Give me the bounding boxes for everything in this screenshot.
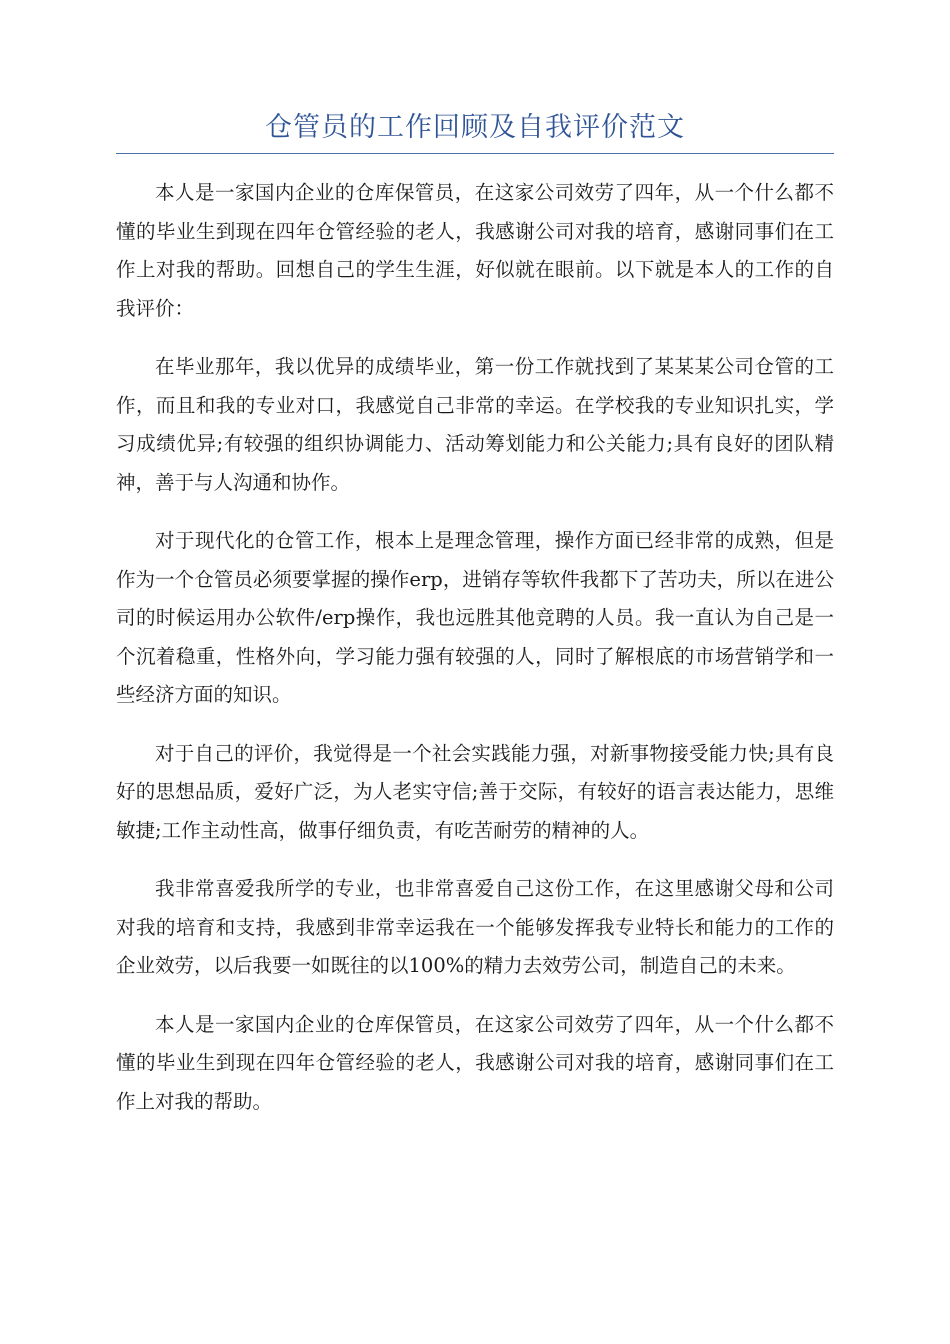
paragraph-gratitude: 我非常喜爱我所学的专业，也非常喜爱自己这份工作，在这里感谢父母和公司对我的培育和支持，我感到非常幸运我在一个能够发挥我专业特长和能力的工作的企业效劳，以后我要一如既往的以100%的精力去效劳公司，制造自己的未来。 — [116, 877, 834, 977]
document-title: 仓管员的工作回顾及自我评价范文 — [265, 112, 685, 143]
title-underline — [116, 153, 834, 154]
paragraph-warehouse-work: 对于现代化的仓管工作，根本上是理念管理，操作方面已经非常的成熟，但是作为一个仓管员必须要掌握的操作erp，进销存等软件我都下了苦功夫，所以在进公司的时候运用办公软件/erp操作，我也远胜其他竞聘的人员。我一直认为自己是一个沉着稳重，性格外向，学习能力强有较强的人，同时了解根底的市场营销学和一些经济方面的知识。 — [116, 529, 834, 706]
paragraph-repeat-intro: 本人是一家国内企业的仓库保管员，在这家公司效劳了四年，从一个什么都不懂的毕业生到现在四年仓管经验的老人，我感谢公司对我的培育，感谢同事们在工作上对我的帮助。 — [116, 1012, 834, 1113]
paragraph-intro: 本人是一家国内企业的仓库保管员，在这家公司效劳了四年，从一个什么都不懂的毕业生到现在四年仓管经验的老人，我感谢公司对我的培育，感谢同事们在工作上对我的帮助。回想自己的学生生涯，好似就在眼前。以下就是本人的工作的自我评价： — [116, 181, 834, 320]
document-body — [116, 174, 834, 1141]
paragraph-self-evaluation: 对于自己的评价，我觉得是一个社会实践能力强，对新事物接受能力快;具有良好的思想品质，爱好广泛，为人老实守信;善于交际，有较好的语言表达能力，思维敏捷;工作主动性高，做事仔细负责，有吃苦耐劳的精神的人。 — [116, 741, 834, 842]
paragraph-graduation: 在毕业那年，我以优异的成绩毕业，第一份工作就找到了某某某公司仓管的工作，而且和我的专业对口，我感觉自己非常的幸运。在学校我的专业知识扎实，学习成绩优异;有较强的组织协调能力、活动筹划能力和公关能力;具有良好的团队精神，善于与人沟通和协作。 — [116, 355, 834, 494]
